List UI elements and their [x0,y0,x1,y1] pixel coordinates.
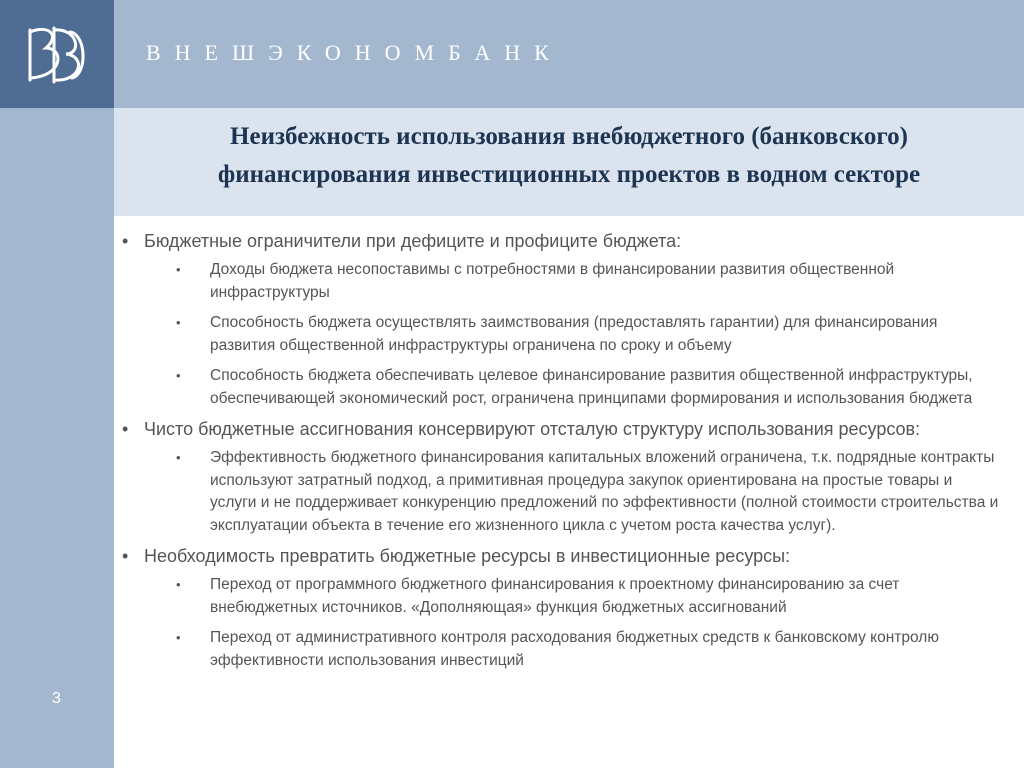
bullet: • [122,231,129,251]
section-1-text: Бюджетные ограничители при дефиците и профиците бюджета: [144,231,682,251]
item-text: Переход от программного бюджетного финансирования к проектному финансированию за счет внебюджетных источников. «Дополняющая» функция бюджетных ассигнований [210,576,900,616]
brand-name: ВНЕШЭКОНОМБАНК [146,40,563,65]
section-3-text: Необходимость превратить бюджетные ресурсы в инвестиционные ресурсы: [144,546,791,566]
bullet: • [122,546,129,566]
section-1-item-3 [122,365,1002,410]
section-3 [122,545,1002,568]
section-2-text: Чисто бюджетные ассигнования консервируют отсталую структуру использования ресурсов: [144,419,921,439]
item-text: Доходы бюджета несопоставимы с потребностями в финансировании развития общественной инфраструктуры [210,261,895,301]
logo-box [0,0,114,108]
title-line-1: Неизбежность использования внебюджетного (банковского) [230,123,908,150]
section-2 [122,418,1002,441]
bullet: • [176,630,181,645]
item-text: Переход от административного контроля расходования бюджетных средств к банковскому контролю эффективности использования инвестиций [210,629,939,669]
item-text: Эффективность бюджетного финансирования капитальных вложений ограничена, т.к. подрядные контракты используют затратный подход, а примитивная процедура закупок ориентирована на простые товары и услуги и не поддерживает конкуренцию предложений по эффективности (полной стоимости строительства и эксплуатации объекта в течение его жизненного цикла с учетом роста качества услуг). [210,449,999,534]
bullet: • [176,262,181,277]
page-number: 3 [52,690,61,707]
section-2-item-1 [122,447,1002,537]
bullet: • [176,368,181,383]
bullet: • [176,315,181,330]
item-text: Способность бюджета обеспечивать целевое финансирование развития общественной инфраструктуры, обеспечивающей экономический рост, ограничена принципами формирования и использования бюджета [210,367,973,407]
vb-monogram-icon [20,18,92,90]
section-1 [122,230,1002,253]
slide-content [122,230,1002,680]
section-3-item-2 [122,627,1002,672]
slide-title [114,118,1024,194]
bullet: • [176,577,181,592]
bullet: • [176,450,181,465]
section-1-item-1 [122,259,1002,304]
item-text: Способность бюджета осуществлять заимствования (предоставлять гарантии) для финансирования развития общественной инфраструктуры ограничена по сроку и объему [210,314,938,354]
title-line-2: финансирования инвестиционных проектов в водном секторе [217,161,921,188]
section-3-item-1 [122,574,1002,619]
bullet: • [122,419,129,439]
section-1-item-2 [122,312,1002,357]
left-sidebar-bar [0,108,114,768]
